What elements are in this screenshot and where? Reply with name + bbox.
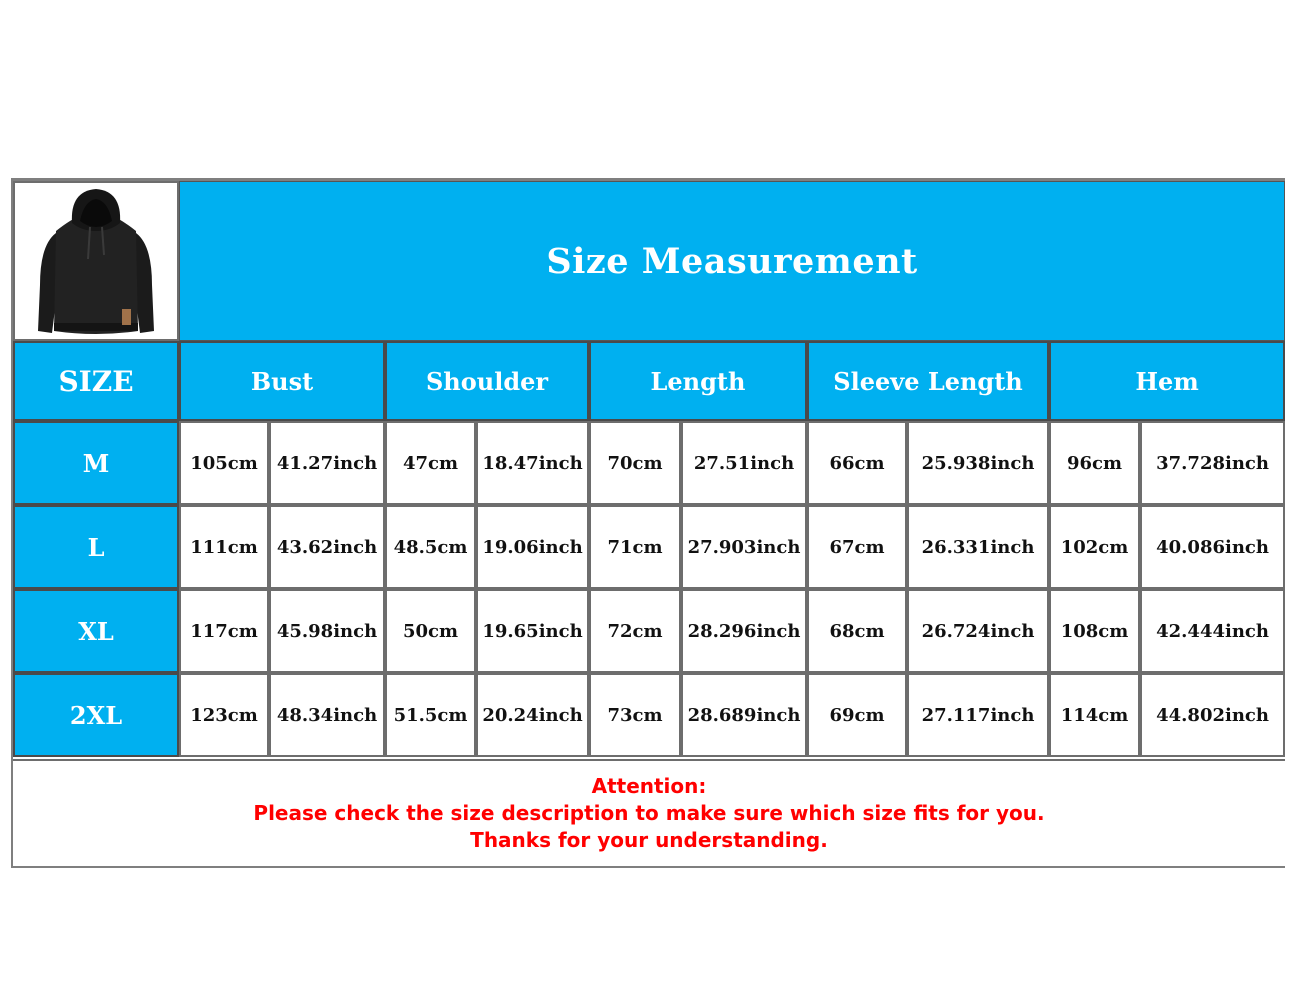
length-header: Length — [589, 341, 807, 421]
size-label: L — [13, 505, 179, 589]
table-row — [13, 421, 1285, 505]
bust-cm: 105cm — [179, 421, 269, 505]
sleeve-inch: 26.331inch — [907, 505, 1049, 589]
table-row — [13, 505, 1285, 589]
hem-inch: 42.444inch — [1140, 589, 1285, 673]
hem-header: Hem — [1049, 341, 1285, 421]
length-inch: 28.689inch — [681, 673, 807, 757]
length-cm: 72cm — [589, 589, 681, 673]
shoulder-inch: 18.47inch — [476, 421, 589, 505]
bust-inch: 48.34inch — [269, 673, 385, 757]
shoulder-header: Shoulder — [385, 341, 589, 421]
shoulder-cm: 48.5cm — [385, 505, 476, 589]
length-inch: 28.296inch — [681, 589, 807, 673]
length-cm: 73cm — [589, 673, 681, 757]
bust-inch: 41.27inch — [269, 421, 385, 505]
hem-cm: 114cm — [1049, 673, 1140, 757]
size-label: XL — [13, 589, 179, 673]
size-label: M — [13, 421, 179, 505]
sleeve-cm: 66cm — [807, 421, 907, 505]
product-photo — [13, 181, 179, 341]
size-label: 2XL — [13, 673, 179, 757]
attention-line-2: Thanks for your understanding. — [470, 828, 828, 852]
attention-heading: Attention: — [591, 774, 707, 798]
sleeve-inch: 25.938inch — [907, 421, 1049, 505]
attention-note — [13, 759, 1285, 867]
length-cm: 70cm — [589, 421, 681, 505]
bust-inch: 43.62inch — [269, 505, 385, 589]
bust-cm: 111cm — [179, 505, 269, 589]
shoulder-inch: 19.65inch — [476, 589, 589, 673]
hem-cm: 102cm — [1049, 505, 1140, 589]
hem-inch: 44.802inch — [1140, 673, 1285, 757]
hem-cm: 108cm — [1049, 589, 1140, 673]
size-chart — [11, 178, 1285, 868]
size-table — [13, 181, 1285, 757]
bust-cm: 117cm — [179, 589, 269, 673]
sleeve-length-header: Sleeve Length — [807, 341, 1049, 421]
bust-cm: 123cm — [179, 673, 269, 757]
length-inch: 27.903inch — [681, 505, 807, 589]
shoulder-cm: 47cm — [385, 421, 476, 505]
attention-line-1: Please check the size description to make sure which size fits for you. — [253, 801, 1045, 825]
hem-inch: 37.728inch — [1140, 421, 1285, 505]
length-cm: 71cm — [589, 505, 681, 589]
title-row — [13, 181, 1285, 341]
shoulder-cm: 51.5cm — [385, 673, 476, 757]
shoulder-cm: 50cm — [385, 589, 476, 673]
shoulder-inch: 19.06inch — [476, 505, 589, 589]
hem-inch: 40.086inch — [1140, 505, 1285, 589]
sleeve-inch: 27.117inch — [907, 673, 1049, 757]
length-inch: 27.51inch — [681, 421, 807, 505]
sleeve-cm: 67cm — [807, 505, 907, 589]
hoodie-icon — [26, 185, 166, 337]
sleeve-cm: 68cm — [807, 589, 907, 673]
hem-cm: 96cm — [1049, 421, 1140, 505]
sleeve-cm: 69cm — [807, 673, 907, 757]
bust-inch: 45.98inch — [269, 589, 385, 673]
sleeve-inch: 26.724inch — [907, 589, 1049, 673]
table-row — [13, 589, 1285, 673]
shoulder-inch: 20.24inch — [476, 673, 589, 757]
chart-title: Size Measurement — [179, 181, 1285, 341]
header-row — [13, 341, 1285, 421]
table-row — [13, 673, 1285, 757]
bust-header: Bust — [179, 341, 385, 421]
size-header: SIZE — [13, 341, 179, 421]
